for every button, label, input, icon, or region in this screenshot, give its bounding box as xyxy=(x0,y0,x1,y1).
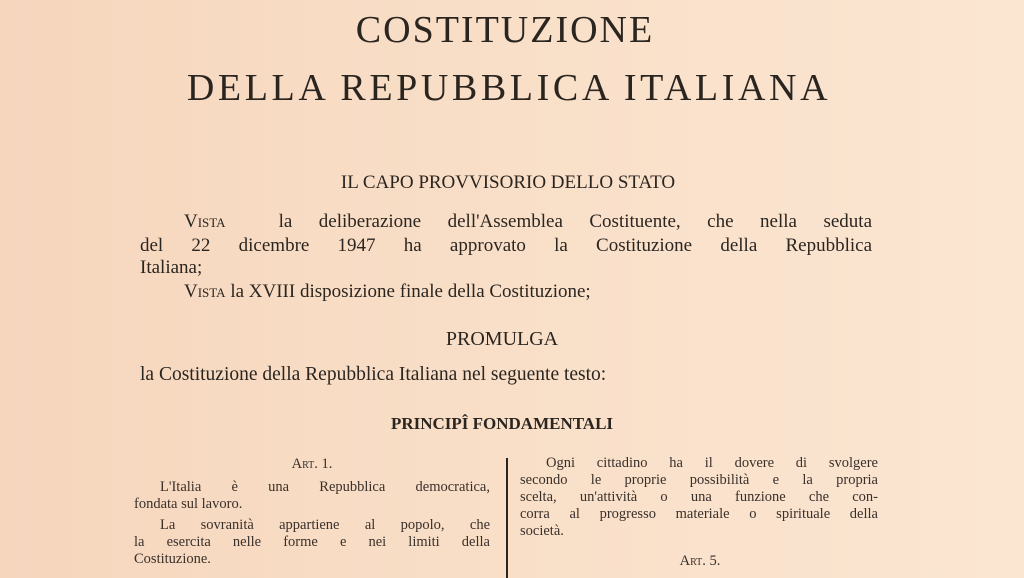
article-1-heading: Art. 1. xyxy=(291,456,333,472)
article-1-line: La sovranità appartiene al popolo, che xyxy=(160,517,490,533)
preamble-text: la deliberazione dell'Assemblea Costituente, che nella seduta xyxy=(278,211,873,232)
preamble-line-1 xyxy=(184,211,872,233)
preamble-text: la XVIII disposizione finale della Costituzione; xyxy=(230,281,591,302)
promulga-heading: PROMULGA xyxy=(445,328,559,350)
right-column-line: società. xyxy=(520,523,564,539)
right-column-line: corra al progresso materiale o spirituale della xyxy=(520,506,878,522)
preamble-line-4 xyxy=(184,281,591,303)
right-column-line: Ogni cittadino ha il dovere di svolgere xyxy=(546,455,878,471)
article-1-line: fondata sul lavoro. xyxy=(134,496,243,512)
article-5-heading: Art. 5. xyxy=(679,553,721,569)
article-1-line: la esercita nelle forme e nei limiti della xyxy=(134,534,490,550)
section-title: PRINCIPÎ FONDAMENTALI xyxy=(390,414,614,433)
vista-lead: Vista xyxy=(184,211,226,232)
promulga-text: la Costituzione della Repubblica Italiana nel seguente testo: xyxy=(140,364,607,385)
article-1-line: Costituzione. xyxy=(134,551,211,567)
preamble-line-2: del 22 dicembre 1947 ha approvato la Costituzione della Repubblica xyxy=(140,235,872,256)
column-divider xyxy=(506,458,508,578)
preamble-line-3: Italiana; xyxy=(140,257,203,278)
right-column-line: scelta, un'attività o una funzione che con- xyxy=(520,489,878,505)
vista-lead: Vista xyxy=(184,281,226,302)
right-column-line: secondo le proprie possibilità e la propria xyxy=(520,472,878,488)
title-repubblica-italiana: DELLA REPUBBLICA ITALIANA xyxy=(186,67,832,109)
title-costituzione: COSTITUZIONE xyxy=(355,9,655,51)
article-1-line: L'Italia è una Repubblica democratica, xyxy=(160,479,490,495)
heading-capo-provvisorio: IL CAPO PROVVISORIO DELLO STATO xyxy=(340,172,676,193)
